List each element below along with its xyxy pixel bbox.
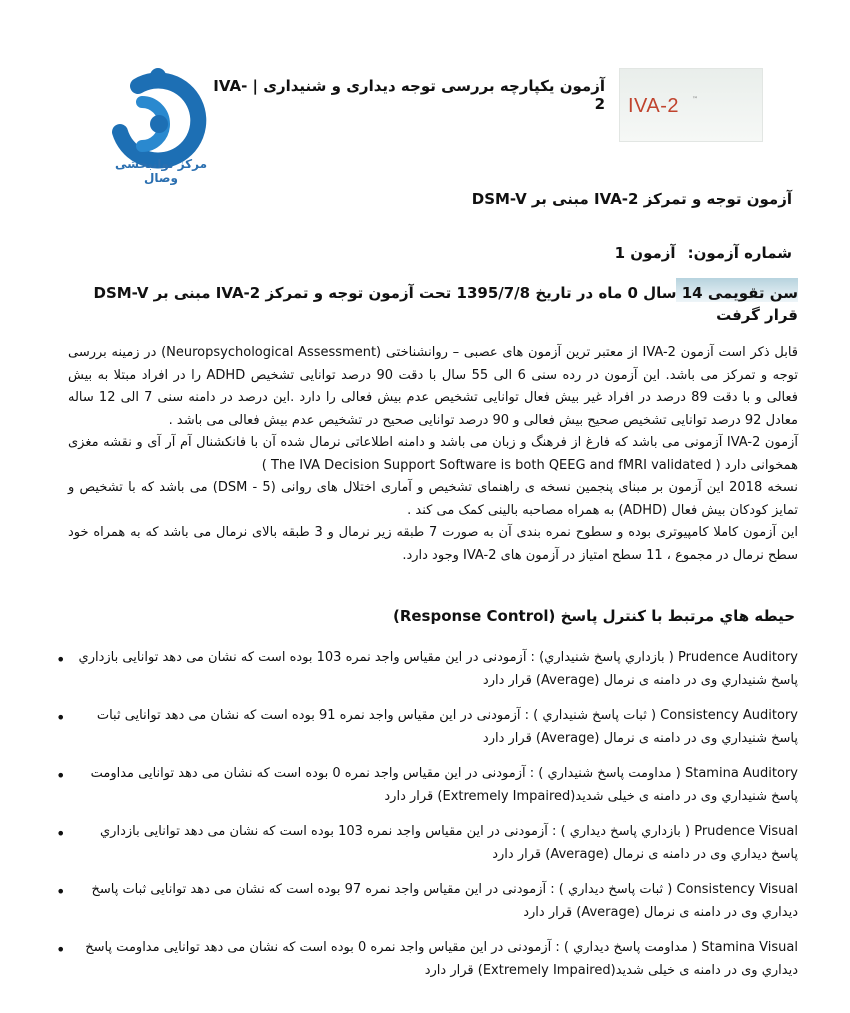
trademark-symbol: ™ <box>692 96 698 103</box>
list-item <box>58 821 798 866</box>
test-number-label: شماره آزمون: <box>687 244 792 262</box>
list-item-text: Consistency Auditory ( ثبات پاسخ شنیداري ) : آزمودنی در این مقیاس واجد نمره 91 بوده است که نشان می دهد توانایی ثبات پاسخ شنیداري وی در دامنه ی نرمال (Average) قرار دارد <box>96 708 798 746</box>
section-title: حیطه هاي مرتبط با کنترل پاسخ (Response Control) <box>392 607 795 625</box>
list-item-text: Prudence Auditory ( بازداري پاسخ شنیداري) : آزمودنی در این مقیاس واجد نمره 103 بوده است که نشان می دهد توانایی بازداري پاسخ شنیداري وی در دامنه ی نرمال (Average) قرار دارد <box>78 650 798 688</box>
report-subtitle: آزمون توجه و تمرکز IVA-2 مبنی بر DSM-V <box>471 190 792 208</box>
test-number <box>392 244 792 262</box>
list-item <box>58 705 798 750</box>
list-item <box>58 763 798 808</box>
intro-text <box>68 342 798 567</box>
intro-paragraph: نسخه 2018 این آزمون بر مبنای پنجمین نسخه ی راهنمای تشخیص و آماری اختلال های روانی (5 - DSM) می باشد که با تشخیص و تمایز کودکان بیش فعال (ADHD) به همراه مصاحبه بالینی کمک می کند . <box>68 480 799 518</box>
bullet-icon: • <box>56 650 66 669</box>
list-item-text: Stamina Auditory ( مداومت پاسخ شنیداري ) : آزمودنی در این مقیاس واجد نمره 0 بوده است که نشان می دهد توانایی مداومت پاسخ شنیداري وی در دامنه ی خیلی شدید(Extremely Impaired) قرار دارد <box>90 766 798 804</box>
logo-caption: مرکز توانبخشی وصال <box>114 157 208 185</box>
iva2-product-image <box>619 68 763 142</box>
list-item <box>58 937 798 982</box>
response-control-list <box>58 647 798 995</box>
list-item-text: Consistency Visual ( ثبات پاسخ دیداري ) : آزمودنی در این مقیاس واجد نمره 97 بوده است که نشان می دهد توانایی ثبات پاسخ دیداري وی در دامنه ی نرمال (Average) قرار دارد <box>91 882 798 920</box>
document-header-title: آزمون یکپارچه بررسی توجه دیداری و شنیداری | IVA-2 <box>213 77 605 113</box>
bullet-icon: • <box>56 824 66 843</box>
intro-paragraph: قابل ذکر است آزمون IVA-2 از معتبر ترین آزمون های عصبی – روانشناختی (Neuropsychological Assessment) در زمینه بررسی توجه و تمرکز می باشد. این آزمون در رده سنی 6 الی 55 سال با دقت 90 درصد توانایی تشخیص ADHD را در افراد مبتلا به بیش فعالی و با دقت 89 درصد در افراد غیر بیش فعال توانایی تشخیص عدم بیش فعالی را دارد .این درصد در دامنه سنی 7 الی 12 ساله معادل 92 درصد توانایی تشخیص صحیح بیش فعالی و 90 درصد توانایی صحیح در تشخیص عدم بیش فعالی می باشد . <box>68 345 798 428</box>
list-item-text: Prudence Visual ( بازداري پاسخ دیداري ) : آزمودنی در این مقیاس واجد نمره 103 بوده است که نشان می دهد توانایی بازداري پاسخ دیداري وی در دامنه ی نرمال (Average) قرار دارد <box>100 824 798 862</box>
iva2-product-label: IVA-2 <box>628 95 680 117</box>
bullet-icon: • <box>56 882 66 901</box>
test-number-value: آزمون 1 <box>614 244 676 262</box>
result-line: سن تقویمی 14 سال 0 ماه در تاریخ 1395/7/8 تحت آزمون توجه و تمرکز IVA-2 مبنی بر DSM-V قرار گرفت <box>93 284 798 324</box>
bullet-icon: • <box>56 766 66 785</box>
list-item-text: Stamina Visual ( مداومت پاسخ دیداري ) : آزمودنی در این مقیاس واجد نمره 0 بوده است که نشان می دهد توانایی مداومت پاسخ دیداري وی در دامنه ی خیلی شدید(Extremely Impaired) قرار دارد <box>85 940 798 978</box>
bullet-icon: • <box>56 940 66 959</box>
list-item <box>58 879 798 924</box>
intro-paragraph: آزمون IVA-2 آزمونی می باشد که فارغ از فرهنگ و زبان می باشد و دامنه اطلاعاتی نرمال شده آن با فانکشنال آم آر آی و نقشه مغزی همخوانی دارد ( The IVA Decision Support Software is both QEEG and fMRI validated ) <box>68 435 799 473</box>
bullet-icon: • <box>56 708 66 727</box>
list-item <box>58 647 798 692</box>
intro-paragraph: این آزمون کاملا کامپیوتری بوده و سطوح نمره بندی آن به صورت 7 طبقه زیر نرمال و 3 طبقه بالای نرمال می باشد که به همراه خود سطح نرمال در مجموع ، 11 سطح امتیاز در آزمون های IVA-2 وجود دارد. <box>68 525 799 563</box>
